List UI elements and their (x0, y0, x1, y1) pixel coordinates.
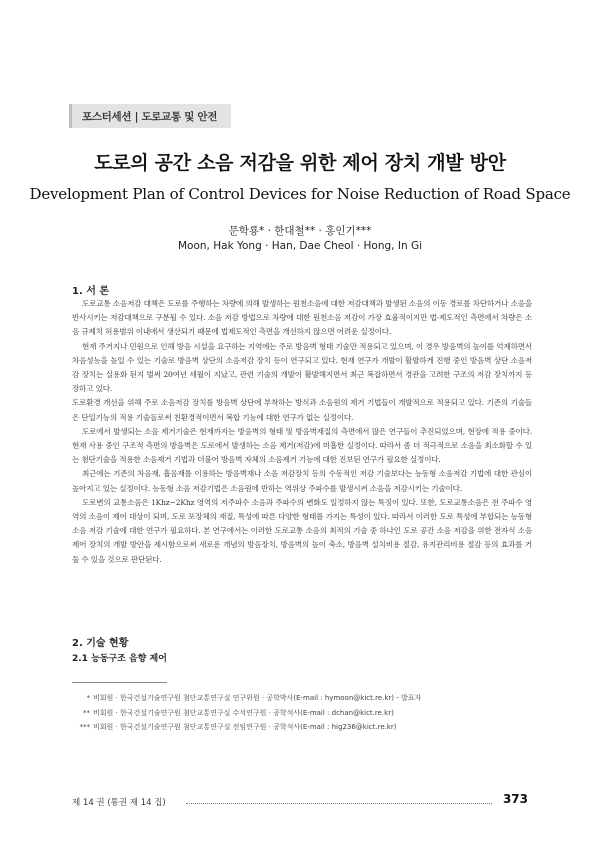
intro-paragraph-2: 현재 주거지나 민원으로 인해 방음 시설을 요구하는 지역에는 주로 방음벽 형태 기술만 적용되고 있으며, 이 경우 방음벽의 높이를 억제하면서 차음성능을 높일 수 있는 기술로 방음벽 상단의 소음저감 장치 등이 연구되고 있다. 현재 연구가 개발이 활발하게 진행 중인 방음벽 상단 소음저감 장치는 실용화 된지 벌써 20여년 세월이 지났고, 관련 기술의 개발이 활발해지면서 최근 복잡하면서 경관을 고려한 구조의 저감 장치까지 등장하고 있다. (72, 341, 532, 394)
footnotes (72, 691, 532, 735)
footnote-2 (72, 706, 532, 721)
paper-title-english: Development Plan of Control Devices for Noise Reduction of Road Space (29, 185, 571, 203)
page-number: 373 (502, 792, 528, 806)
intro-body (72, 297, 532, 567)
intro-paragraph-5: 최근에는 기존의 차음재, 흡음재를 이용하는 방음벽재나 소음 저감장치 등의 수동적인 저감 기술보다는 능동형 소음저감 기법에 대한 관심이 높아지고 있는 실정이다. 능동형 소음 저감기법은 소음원에 반하는 역위상 주파수를 발생시켜 소음을 저감시키는 기술이다. (72, 469, 532, 493)
intro-paragraph-4: 도로에서 발생되는 소음 제거기술은 현재까지는 방음벽의 형태 및 방음벽재질의 측면에서 많은 연구들이 추진되었으며, 현장에 적용 중이다. 현재 사용 중인 구조적 측면의 방음벽은 도로에서 발생하는 소음 제거(저감)에 미흡한 실정이다. 따라서 좀 더 적극적으로 소음을 최소화할 수 있는 첨단기술을 적용한 소음제거 기법과 더불어 방음벽 자체의 소음제거 기능에 대한 진보된 연구가 필요한 실정이다. (72, 426, 532, 465)
footnote-marker: ** (83, 708, 90, 717)
tech-subheading: 2.1 능동구조 음향 제어 (72, 654, 167, 664)
footnote-1 (72, 691, 532, 706)
intro-paragraph-6: 도로변의 교통소음은 1Khz~2Khz 영역의 저주파수 소음과 주파수의 변화도 일정하지 않는 특징이 있다. 또한, 도로교통소음은 전 주파수 영역의 소음이 제어 대상이 되며, 도로 포장체의 재질, 특성에 따른 다양한 형태를 가지는 특성이 있다. 따라서 이러한 도로 특성에 부합되는 능동형 소음 저감 기술에 대한 연구가 필요하다. 본 연구에서는 이러한 도로교통 소음의 최적의 기술 중 하나인 도로 공간 소음 저감을 위한 전자식 소음 제어 장치의 개발 방안을 제시함으로써 새로운 개념의 방음장치, 방음벽의 높이 축소, 방음벽 설치비용 절감, 유지관리비용 절감 등의 효과를 거둘 수 있을 것으로 판단된다. (72, 497, 532, 564)
tech-heading: 2. 기술 현황 (72, 638, 129, 649)
intro-paragraph-1: 도로교통 소음저감 대책은 도로를 주행하는 차량에 의해 발생하는 원천소음에 대한 저감대책과 발생된 소음의 이동 경로를 차단하거나 소음을 반사시키는 저감대책으로 구분될 수 있다. 소음 저감 방법으로 차량에 대한 원천소음 저감이 가장 효율적이지만 법·제도적인 측면에서 차량은 소음 규제치 허용범위 이내에서 생산되기 때문에 법제도적인 측면을 개선하지 않으면 어려운 실정이다. (72, 299, 532, 337)
authors-korean: 문학룡* · 한대철** · 홍인기*** (228, 225, 372, 237)
authors-english: Moon, Hak Yong · Han, Dae Cheol · Hong, In Gi (178, 240, 422, 252)
section-tag: 포스터세션 | 도로교통 및 안전 (69, 104, 231, 128)
footnote-text: 비회원 · 한국건설기술연구원 첨단교통연구실 수석연구원 · 공학석사(E-mail : dchan@kict.re.kr) (93, 708, 394, 717)
paper-title-korean: 도로의 공간 소음 저감을 위한 제어 장치 개발 방안 (94, 152, 506, 174)
intro-paragraph-3: 도로환경 개선을 위해 주로 소음저감 장치를 방음벽 상단에 부착하는 방식과 소음원의 제거 기법들이 개발적으로 적용되고 있다. 기존의 기술들은 단일기능의 적용 기술들로써 친환경적이면서 복합 기능에 대한 연구가 없는 실정이다. (72, 398, 532, 422)
footnote-text: 비회원 · 한국건설기술연구원 첨단교통연구실 연구위원 · 공학박사(E-mail : hymoon@kict.re.kr) - 발표자 (93, 694, 422, 702)
footnote-marker: * (86, 694, 90, 702)
footnote-3 (72, 720, 532, 735)
footnote-text: 비회원 · 한국건설기술연구원 첨단교통연구실 전임연구원 · 공학석사(E-mail : hig236@kict.re.kr) (93, 723, 397, 731)
intro-heading: 1. 서 론 (72, 286, 110, 297)
footnote-marker: *** (79, 723, 90, 731)
footer-dotted-rule (186, 803, 492, 804)
footnote-divider (72, 682, 167, 683)
footer-volume: 제 14 권 (통권 제 14 집) (72, 798, 166, 808)
